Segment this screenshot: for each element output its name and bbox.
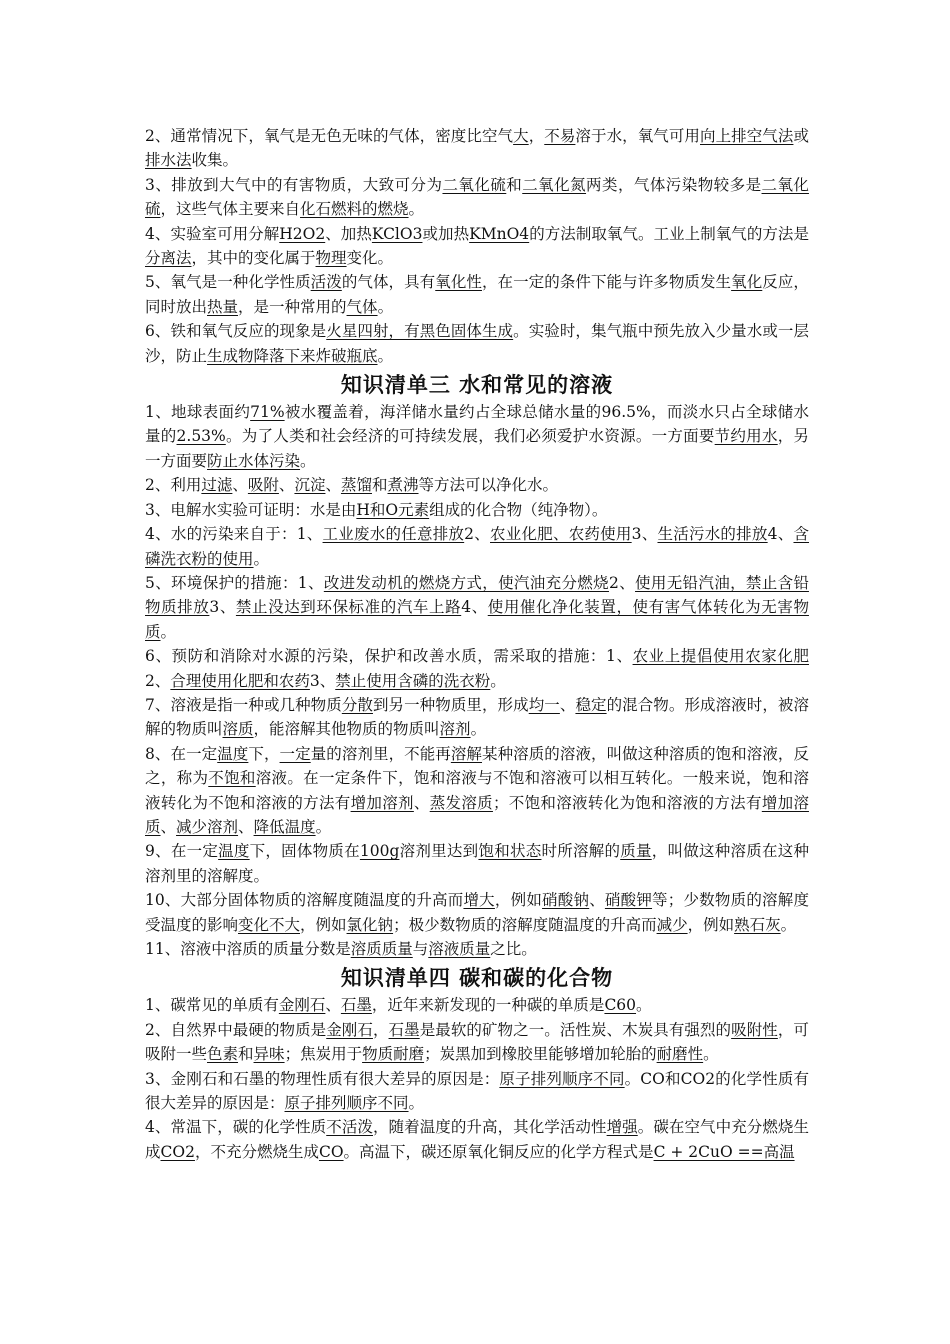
text-run: 。 bbox=[377, 297, 394, 316]
underlined-answer: 吸附 bbox=[247, 476, 279, 495]
underlined-answer: 改进发动机的燃烧方式，使汽油充分燃烧 bbox=[323, 573, 609, 592]
underlined-answer: CO bbox=[318, 1142, 344, 1161]
underlined-answer: 溶质质量 bbox=[350, 940, 413, 958]
paragraph bbox=[145, 937, 809, 961]
document-body bbox=[145, 124, 809, 1164]
text-run: 2、 bbox=[608, 573, 636, 592]
text-run: 和 bbox=[238, 1045, 254, 1064]
underlined-answer: 石墨 bbox=[388, 1020, 420, 1039]
text-run: ；不饱和溶液转化为饱和溶液的方法有 bbox=[492, 793, 762, 812]
underlined-answer: 降低温度 bbox=[253, 817, 316, 836]
paragraph bbox=[145, 1067, 809, 1116]
text-run: 被水覆盖着，海洋储水量约占全球总储水量的96.5%，而淡水只占全球储水量的 bbox=[145, 403, 809, 446]
underlined-answer: 温度 bbox=[217, 744, 249, 763]
text-run: 。 bbox=[780, 915, 797, 934]
text-run: 3、 bbox=[309, 671, 336, 690]
underlined-answer: 71% bbox=[250, 403, 285, 422]
text-run: 。碳在空气中充分燃烧生成 bbox=[145, 1118, 809, 1161]
text-run: 。 bbox=[300, 451, 316, 470]
section-heading bbox=[145, 370, 809, 400]
text-run: 和 bbox=[371, 476, 388, 495]
text-run: 收集。 bbox=[191, 151, 239, 170]
text-run: 等方法可以净化水。 bbox=[418, 476, 559, 495]
underlined-answer: 物质耐磨 bbox=[362, 1045, 425, 1064]
text-run: 3、 bbox=[631, 525, 658, 544]
text-run: ；极少数物质的溶解度随温度的升高而 bbox=[393, 915, 657, 934]
text-run: 、 bbox=[589, 891, 605, 910]
paragraph bbox=[145, 693, 809, 742]
text-run: 2、 bbox=[145, 671, 171, 690]
text-run: 2、 bbox=[464, 525, 491, 544]
text-run: 等；少数物质的溶解度受温度的影响 bbox=[145, 891, 809, 934]
text-run: ，能溶解其他物质的物质叫 bbox=[253, 720, 440, 739]
underlined-answer: 一定 bbox=[279, 744, 311, 763]
paragraph bbox=[145, 222, 809, 271]
text-run: 或 bbox=[793, 127, 809, 145]
underlined-answer: 分离法 bbox=[145, 249, 192, 268]
text-run: 、 bbox=[160, 817, 177, 836]
text-run: 2、通常情况下，氧气是无色无味的气体，密度比空气 bbox=[145, 127, 514, 145]
text-run: ，例如 bbox=[300, 915, 347, 934]
underlined-answer: 蒸馏 bbox=[340, 476, 372, 495]
underlined-answer: 溶质 bbox=[222, 720, 254, 739]
text-run: 。实验时，集气瓶中预先放入少量水或一层沙，防止 bbox=[145, 322, 809, 365]
paragraph bbox=[145, 839, 809, 888]
text-run: 知识清单三 水和常见的溶液 bbox=[340, 372, 614, 398]
underlined-answer: 溶解 bbox=[450, 744, 483, 763]
underlined-answer: 节约用水 bbox=[714, 427, 778, 446]
underlined-answer: 熟石灰 bbox=[734, 915, 781, 934]
text-run: ；炭黑加到橡胶里能够增加轮胎的 bbox=[424, 1045, 657, 1064]
paragraph bbox=[145, 888, 809, 937]
text-run: 或加热 bbox=[422, 224, 470, 243]
underlined-answer: 增大 bbox=[463, 891, 495, 910]
text-run: 。 bbox=[408, 200, 425, 219]
text-run: 。 bbox=[160, 622, 177, 641]
underlined-answer: 沉淀 bbox=[294, 476, 326, 495]
underlined-answer: 防止水体污染 bbox=[207, 451, 301, 470]
text-run: 。为了人类和社会经济的可持续发展，我们必须爱护水资源。一方面要 bbox=[225, 427, 715, 446]
paragraph bbox=[145, 124, 809, 173]
text-run: 11、溶液中溶质的质量分数是 bbox=[145, 940, 351, 958]
underlined-answer: 含磷洗衣粉的使用 bbox=[145, 525, 809, 568]
underlined-answer: 不易 bbox=[544, 127, 576, 145]
underlined-answer: 二氧化硫 bbox=[145, 175, 809, 219]
text-run: 量的溶剂里，不能再 bbox=[310, 744, 451, 763]
text-run: 3、 bbox=[209, 598, 236, 617]
text-run: 的方法制取氧气。工业上制氧气的方法是 bbox=[529, 224, 809, 243]
underlined-answer: 大 bbox=[513, 127, 529, 145]
paragraph bbox=[145, 993, 809, 1017]
underlined-answer: 色素 bbox=[207, 1045, 239, 1064]
text-run: 到另一种物质里，形成 bbox=[372, 695, 529, 714]
underlined-answer: 农业化肥、农药使用 bbox=[490, 525, 632, 544]
text-run: ，叫做这种溶质在这种溶剂里的溶解度。 bbox=[145, 842, 809, 885]
underlined-answer: 减少溶剂 bbox=[176, 817, 239, 836]
text-run: 1、地球表面约 bbox=[145, 403, 251, 422]
paragraph bbox=[145, 270, 809, 319]
paragraph bbox=[145, 319, 809, 368]
underlined-answer: 金刚石 bbox=[326, 1020, 373, 1039]
paragraph bbox=[145, 522, 809, 571]
text-run: 3、金刚石和石墨的物理性质有很大差异的原因是： bbox=[145, 1069, 500, 1088]
text-run: 溶剂里达到 bbox=[399, 842, 479, 861]
underlined-answer: 增强 bbox=[606, 1118, 638, 1137]
text-run: 。 bbox=[490, 671, 506, 690]
underlined-answer: 过滤 bbox=[201, 476, 233, 495]
underlined-answer: 增加溶质 bbox=[145, 793, 809, 836]
underlined-answer: 稳定 bbox=[575, 695, 607, 714]
underlined-answer: 活泼 bbox=[310, 273, 342, 292]
text-run: 、 bbox=[232, 476, 248, 495]
underlined-answer: KMnO4 bbox=[469, 224, 530, 243]
underlined-answer: 使用催化净化装置，使有害气体转化为无害物质 bbox=[145, 598, 809, 641]
text-run: 4、实验室可用分解 bbox=[145, 224, 280, 243]
underlined-answer: 物理 bbox=[315, 249, 347, 268]
text-run: 两类，气体污染物较多是 bbox=[586, 175, 762, 194]
text-run: 1、碳常见的单质有 bbox=[145, 996, 279, 1015]
text-run: 与 bbox=[412, 940, 429, 958]
text-run: 之比。 bbox=[490, 940, 537, 958]
underlined-answer: 农业上提倡使用农家化肥 bbox=[632, 647, 809, 666]
text-run: 10、大部分固体物质的溶解度随温度的升高而 bbox=[145, 891, 464, 910]
text-run: ，在一定的条件下能与许多物质发生 bbox=[481, 273, 732, 292]
underlined-answer: 异味 bbox=[253, 1045, 285, 1064]
paragraph bbox=[145, 1115, 809, 1164]
underlined-answer: 不饱和 bbox=[208, 769, 256, 788]
text-run: 2、利用 bbox=[145, 476, 202, 495]
underlined-answer: 溶剂 bbox=[439, 720, 471, 739]
text-run: ，例如 bbox=[687, 915, 735, 934]
paragraph bbox=[145, 644, 809, 693]
text-run: 7、溶液是指一种或几种物质 bbox=[145, 695, 342, 714]
text-run: 4、常温下，碳的化学性质 bbox=[145, 1118, 327, 1137]
text-run: 。 bbox=[408, 1094, 425, 1113]
underlined-answer: 二氧化硫 bbox=[442, 175, 507, 194]
text-run: 2、自然界中最硬的物质是 bbox=[145, 1020, 327, 1039]
text-run: ，是一种常用的 bbox=[238, 297, 347, 316]
text-run: 、加热 bbox=[325, 224, 372, 243]
text-run: 。 bbox=[315, 817, 332, 836]
paragraph bbox=[145, 742, 809, 840]
underlined-answer: CO2 bbox=[160, 1142, 195, 1161]
text-run: 。 bbox=[377, 346, 394, 365]
text-run: 6、预防和消除对水源的污染，保护和改善水质，需采取的措施：1、 bbox=[145, 647, 633, 666]
text-run: 。 bbox=[253, 549, 270, 568]
text-run: 组成的化合物（纯净物）。 bbox=[429, 500, 608, 519]
text-run: ， bbox=[372, 1020, 389, 1039]
underlined-answer: 生活污水的排放 bbox=[657, 525, 768, 544]
text-run: ，不充分燃烧生成 bbox=[194, 1142, 319, 1161]
text-run: 。高温下，碳还原氧化铜反应的化学方程式是 bbox=[343, 1142, 654, 1161]
text-run: 、 bbox=[413, 793, 430, 812]
underlined-answer: 热量 bbox=[207, 297, 239, 316]
paragraph bbox=[145, 498, 809, 522]
text-run: 。 bbox=[703, 1045, 719, 1064]
underlined-answer: 生成物降落下来炸破瓶底 bbox=[207, 346, 378, 365]
underlined-answer: 向上排空气法 bbox=[700, 127, 794, 145]
text-run: 变化。 bbox=[346, 249, 394, 268]
underlined-answer: 不活泼 bbox=[326, 1118, 373, 1137]
underlined-answer: 减少 bbox=[656, 915, 688, 934]
text-run: ，这些气体主要来自 bbox=[160, 200, 301, 219]
text-run: ；焦炭用于 bbox=[284, 1045, 363, 1064]
underlined-answer: 硝酸钠 bbox=[542, 891, 590, 910]
text-run: ，近年来新发现的一种碳的单质是 bbox=[371, 996, 605, 1015]
underlined-answer: 溶液质量 bbox=[428, 940, 491, 958]
underlined-answer: 氯化钠 bbox=[346, 915, 394, 934]
text-run: 3、排放到大气中的有害物质，大致可分为 bbox=[145, 175, 443, 194]
underlined-answer: 变化不大 bbox=[238, 915, 301, 934]
underlined-answer: KClO3 bbox=[371, 224, 423, 243]
underlined-answer: 火星四射，有黑色固体生成 bbox=[326, 322, 514, 341]
underlined-answer: 禁止使用含磷的洗衣粉 bbox=[335, 671, 491, 690]
text-run: 时所溶解的 bbox=[541, 842, 621, 861]
text-run: 反应，同时放出 bbox=[145, 273, 809, 316]
underlined-answer: C60 bbox=[604, 996, 637, 1015]
underlined-answer: 原子排列顺序不同 bbox=[284, 1094, 409, 1113]
text-run: ，可吸附一些 bbox=[145, 1020, 809, 1064]
paragraph bbox=[145, 571, 809, 644]
underlined-answer: 金刚石 bbox=[278, 996, 326, 1015]
underlined-answer: 煮沸 bbox=[387, 476, 419, 495]
underlined-answer: 氧化 bbox=[731, 273, 763, 292]
text-run: 3、电解水实验可证明：水是由 bbox=[145, 500, 357, 519]
underlined-answer: 2.53% bbox=[176, 427, 226, 446]
text-run: ，另一方面要 bbox=[145, 427, 809, 470]
text-run: 4、水的污染来自于：1、 bbox=[145, 525, 323, 544]
underlined-answer: 均一 bbox=[528, 695, 560, 714]
text-run: 溶液。在一定条件下，饱和溶液与不饱和溶液可以相互转化。一般来说，饱和溶液转化为不饱和溶液的方法有 bbox=[145, 769, 809, 812]
underlined-answer: 温度 bbox=[218, 842, 250, 861]
text-run: 8、在一定 bbox=[145, 744, 218, 763]
underlined-answer: 化石燃料的燃烧 bbox=[300, 200, 409, 219]
text-run: 是最软的矿物之一。活性炭、木炭具有强烈的 bbox=[419, 1020, 732, 1039]
paragraph bbox=[145, 473, 809, 497]
text-run: 4、 bbox=[767, 525, 794, 544]
text-run: 某种溶质的溶液，叫做这种溶质的饱和溶液，反之，称为 bbox=[145, 744, 809, 788]
underlined-answer: 原子排列顺序不同 bbox=[499, 1069, 625, 1088]
text-run: 。 bbox=[470, 720, 487, 739]
underlined-answer: H2O2 bbox=[279, 224, 326, 243]
text-run: 、 bbox=[278, 476, 295, 495]
underlined-answer: 禁止没达到环保标准的汽车上路 bbox=[235, 598, 462, 617]
underlined-answer: 使用无铅汽油，禁止含铅物质排放 bbox=[145, 573, 809, 617]
underlined-answer: H和O元素 bbox=[356, 500, 430, 519]
text-run: 和 bbox=[506, 175, 523, 194]
text-run: 4、 bbox=[461, 598, 488, 617]
text-run: 9、在一定 bbox=[145, 842, 219, 861]
underlined-answer: 排水法 bbox=[145, 151, 192, 170]
text-run: 知识清单四 碳和碳的化合物 bbox=[340, 965, 614, 991]
text-run: 5、氧气是一种化学性质 bbox=[145, 273, 311, 292]
text-run: 、 bbox=[559, 695, 576, 714]
underlined-answer: 分散 bbox=[341, 695, 373, 714]
underlined-answer: 硝酸钾 bbox=[604, 891, 653, 910]
text-run: 、 bbox=[325, 476, 341, 495]
underlined-answer: 耐磨性 bbox=[656, 1045, 704, 1064]
underlined-answer: 二氧化氮 bbox=[522, 175, 587, 194]
underlined-answer: C + 2CuO ==高温 bbox=[653, 1142, 795, 1161]
text-run: 5、环境保护的措施：1、 bbox=[145, 573, 324, 592]
text-run: 、 bbox=[325, 996, 341, 1015]
underlined-answer: 石墨 bbox=[340, 996, 372, 1015]
underlined-answer: 饱和状态 bbox=[478, 842, 542, 861]
underlined-answer: 吸附性 bbox=[731, 1020, 778, 1039]
paragraph bbox=[145, 1018, 809, 1067]
text-run: ， bbox=[528, 127, 545, 145]
text-run: 。CO和CO2的化学性质有很大差异的原因是： bbox=[145, 1069, 809, 1113]
paragraph bbox=[145, 400, 809, 473]
text-run: ，例如 bbox=[494, 891, 543, 910]
underlined-answer: 蒸发溶质 bbox=[429, 793, 493, 812]
text-run: 的混合物。形成溶液时，被溶解的物质叫 bbox=[145, 695, 809, 739]
text-run: 溶于水，氧气可用 bbox=[575, 127, 700, 145]
underlined-answer: 合理使用化肥和农药 bbox=[170, 671, 310, 690]
underlined-answer: 质量 bbox=[620, 842, 652, 861]
underlined-answer: 增加溶剂 bbox=[350, 793, 414, 812]
text-run: ，其中的变化属于 bbox=[191, 249, 316, 268]
text-run: 下，固体物质在 bbox=[249, 842, 360, 861]
text-run: 6、铁和氧气反应的现象是 bbox=[145, 322, 327, 341]
text-run: ，随着温度的升高，其化学活动性 bbox=[372, 1118, 607, 1137]
paragraph bbox=[145, 173, 809, 222]
text-run: 、 bbox=[238, 817, 254, 836]
section-heading bbox=[145, 963, 809, 993]
text-run: 下， bbox=[248, 744, 280, 763]
underlined-answer: 工业废水的任意排放 bbox=[322, 525, 465, 544]
underlined-answer: 100g bbox=[359, 842, 400, 861]
underlined-answer: 氧化性 bbox=[435, 273, 482, 292]
underlined-answer: 气体 bbox=[346, 297, 378, 316]
text-run: 。 bbox=[636, 996, 652, 1015]
text-run: 的气体，具有 bbox=[341, 273, 436, 292]
